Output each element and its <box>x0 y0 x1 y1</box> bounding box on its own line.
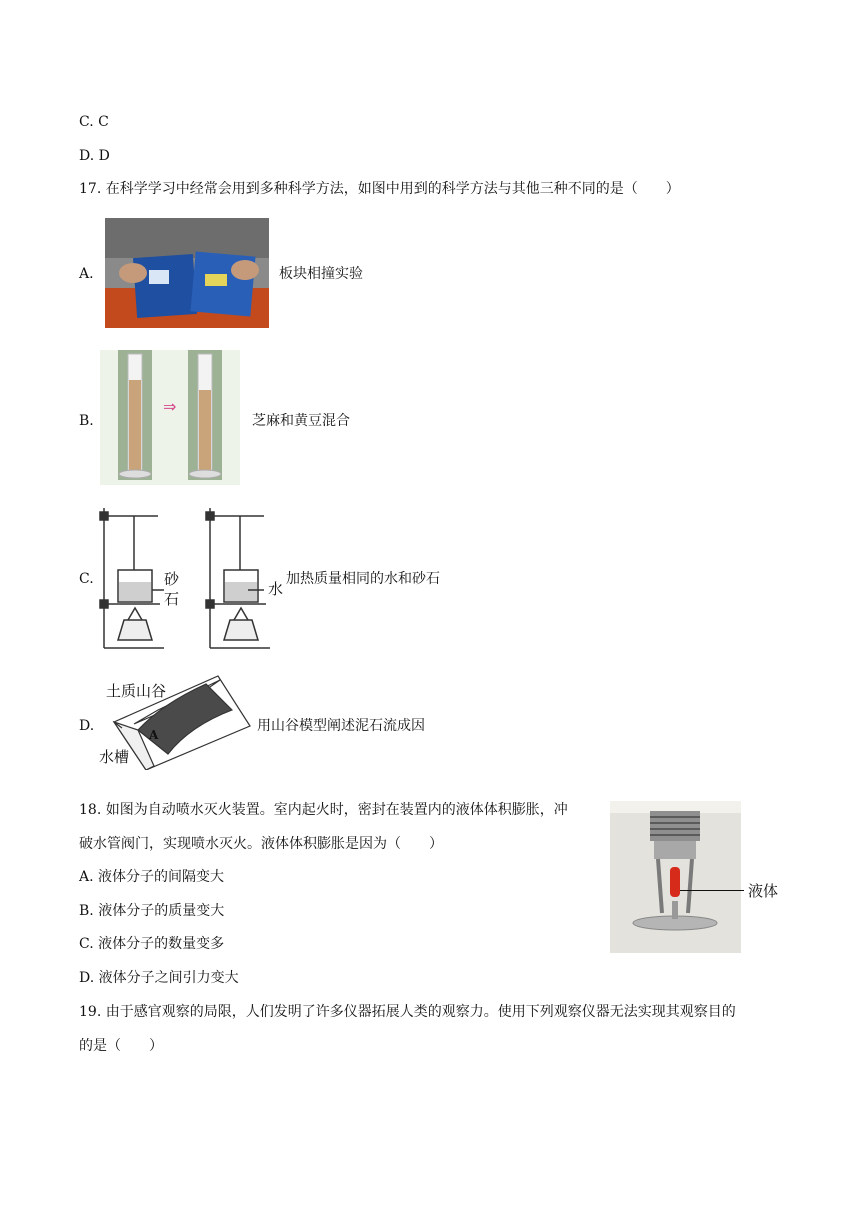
question-18-option-a: A. 液体分子的间隔变大 <box>79 869 225 885</box>
sesame-soybean-tubes-photo <box>100 350 240 485</box>
option-d-letter: D. <box>79 718 95 734</box>
heating-apparatus-diagram <box>98 500 273 655</box>
option-a-caption: 板块相撞实验 <box>279 266 363 282</box>
option-b-letter: B. <box>79 413 94 429</box>
option-c-letter: C. <box>79 571 94 587</box>
question-19-stem-line1: 19. 由于感官观察的局限，人们发明了许多仪器拓展人类的观察力。使用下列观察仪器无法实现其观察目的 <box>79 1004 736 1020</box>
svg-text:⇒: ⇒ <box>163 397 177 416</box>
label-liquid: 液体 <box>748 882 779 900</box>
question-19-stem-line2: 的是（ ） <box>79 1038 163 1054</box>
question-18-option-d: D. 液体分子之间引力变大 <box>79 970 239 986</box>
option-d-caption: 用山谷模型阐述泥石流成因 <box>257 718 425 734</box>
label-sand-bottom: 石 <box>164 590 180 608</box>
option-c-prev: C. C <box>79 114 109 130</box>
label-trough: 水槽 <box>99 748 130 766</box>
option-d-prev: D. D <box>79 148 110 164</box>
sprinkler-photo <box>610 801 741 953</box>
question-17-stem: 17. 在科学学习中经常会用到多种科学方法，如图中用到的科学方法与其他三种不同的是（ ） <box>79 181 680 197</box>
question-18-option-b: B. 液体分子的质量变大 <box>79 903 225 919</box>
option-b-caption: 芝麻和黄豆混合 <box>252 413 350 429</box>
label-sand-top: 砂 <box>164 570 180 588</box>
option-a-letter: A. <box>79 266 94 282</box>
label-water: 水 <box>268 580 284 598</box>
option-c-caption: 加热质量相同的水和砂石 <box>286 571 440 587</box>
label-point-a: A <box>149 728 159 742</box>
liquid-pointer-line <box>680 890 744 891</box>
plate-collision-photo <box>105 218 269 328</box>
question-18-stem-line2: 破水管阀门，实现喷水灭火。液体体积膨胀是因为（ ） <box>79 836 443 852</box>
label-valley: 土质山谷 <box>106 682 167 700</box>
question-18-option-c: C. 液体分子的数量变多 <box>79 936 225 952</box>
question-18-stem-line1: 18. 如图为自动喷水灭火装置。室内起火时，密封在装置内的液体体积膨胀，冲 <box>79 802 568 818</box>
